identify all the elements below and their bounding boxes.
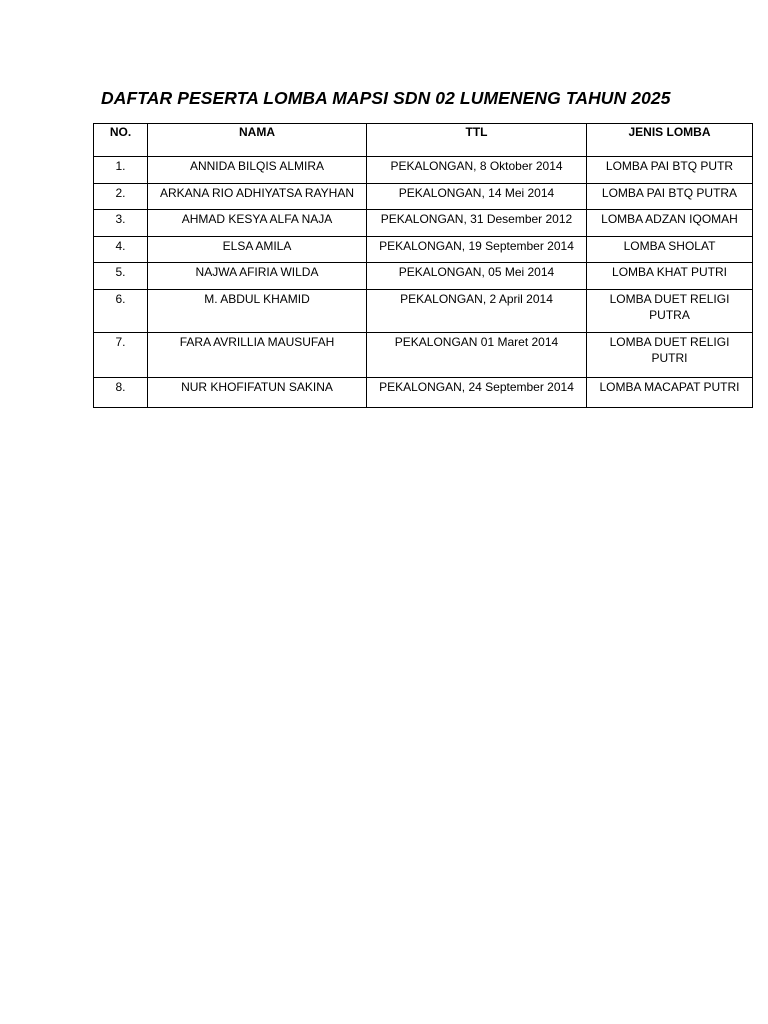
cell-ttl: PEKALONGAN, 24 September 2014	[367, 378, 587, 408]
cell-nama: ARKANA RIO ADHIYATSA RAYHAN	[148, 184, 367, 210]
cell-jenis-lomba: LOMBA ADZAN IQOMAH	[587, 210, 753, 237]
cell-no: 6.	[94, 290, 148, 333]
cell-nama: AHMAD KESYA ALFA NAJA	[148, 210, 367, 237]
cell-jenis-lomba: LOMBA KHAT PUTRI	[587, 263, 753, 290]
cell-ttl: PEKALONGAN, 8 Oktober 2014	[367, 157, 587, 184]
table-row	[94, 237, 753, 263]
page-title: DAFTAR PESERTA LOMBA MAPSI SDN 02 LUMENENG TAHUN 2025	[101, 88, 671, 108]
cell-no: 8.	[94, 378, 148, 408]
cell-no: 7.	[94, 333, 148, 378]
cell-jenis-lomba: LOMBA DUET RELIGI PUTRA	[587, 290, 753, 333]
cell-jenis-lomba: LOMBA PAI BTQ PUTR	[587, 157, 753, 184]
cell-jenis-lomba: LOMBA PAI BTQ PUTRA	[587, 184, 753, 210]
cell-no: 2.	[94, 184, 148, 210]
table-row	[94, 210, 753, 237]
cell-jenis-lomba: LOMBA DUET RELIGI PUTRI	[587, 333, 753, 378]
cell-ttl: PEKALONGAN, 05 Mei 2014	[367, 263, 587, 290]
cell-ttl: PEKALONGAN, 19 September 2014	[367, 237, 587, 263]
cell-no: 3.	[94, 210, 148, 237]
header-jenis-lomba: JENIS LOMBA	[587, 124, 753, 157]
cell-nama: NAJWA AFIRIA WILDA	[148, 263, 367, 290]
cell-nama: M. ABDUL KHAMID	[148, 290, 367, 333]
cell-nama: FARA AVRILLIA MAUSUFAH	[148, 333, 367, 378]
header-ttl: TTL	[367, 124, 587, 157]
cell-ttl: PEKALONGAN, 2 April 2014	[367, 290, 587, 333]
header-no: NO.	[94, 124, 148, 157]
table-row	[94, 378, 753, 408]
table-row	[94, 263, 753, 290]
cell-nama: NUR KHOFIFATUN SAKINA	[148, 378, 367, 408]
table-row	[94, 184, 753, 210]
table-row	[94, 157, 753, 184]
cell-ttl: PEKALONGAN 01 Maret 2014	[367, 333, 587, 378]
table-row	[94, 333, 753, 378]
table-row	[94, 290, 753, 333]
cell-no: 5.	[94, 263, 148, 290]
cell-ttl: PEKALONGAN, 14 Mei 2014	[367, 184, 587, 210]
cell-jenis-lomba: LOMBA MACAPAT PUTRI	[587, 378, 753, 408]
cell-no: 1.	[94, 157, 148, 184]
header-nama: NAMA	[148, 124, 367, 157]
cell-jenis-lomba: LOMBA SHOLAT	[587, 237, 753, 263]
participant-table	[93, 123, 753, 408]
cell-no: 4.	[94, 237, 148, 263]
cell-nama: ELSA AMILA	[148, 237, 367, 263]
cell-nama: ANNIDA BILQIS ALMIRA	[148, 157, 367, 184]
cell-ttl: PEKALONGAN, 31 Desember 2012	[367, 210, 587, 237]
table-header-row	[94, 124, 753, 157]
